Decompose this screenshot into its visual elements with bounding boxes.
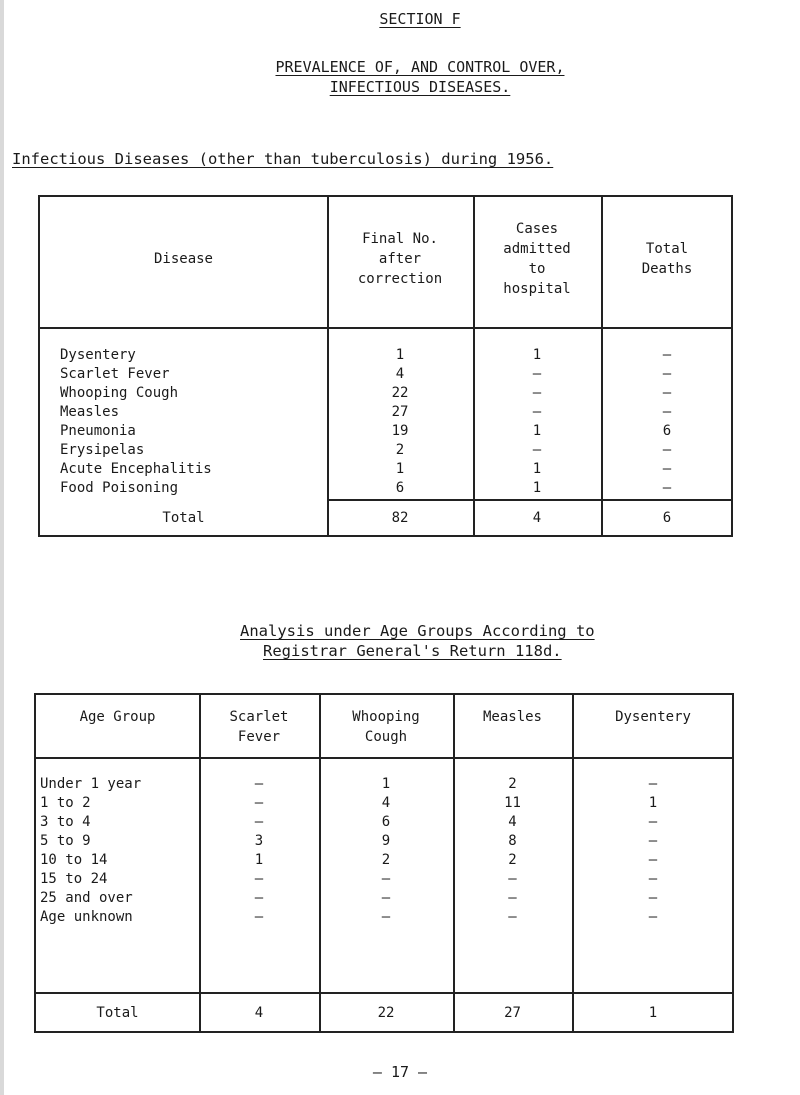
age-groups-table: Age Group Scarlet Fever Whooping Cough Measles Dysentery Under 1 year – 1 2 – 1 to 2 – 4 11 1 3 to 4 – 6 4 – 5 to 9 3 9 8 – 10 to 14 1 2 2 – 15 to 24 – – – – 25 and over – – – – Age unknown – – – – Total 4 22 27 1 xyxy=(34,693,734,1033)
header-dysentery: Dysentery xyxy=(615,709,691,725)
header-disease: Disease xyxy=(153,251,213,267)
heading-line1: PREVALENCE OF, AND CONTROL OVER, xyxy=(275,58,565,76)
section-title: SECTION F xyxy=(379,10,461,28)
heading-line2: INFECTIOUS DISEASES. xyxy=(329,78,511,96)
infectious-diseases-table: Disease Final No. after correction Cases admitted to hospital Total Deaths Dysentery 1 1 – Scarlet Fever 4 – – Whooping Cough 22 – – Measles 27 – – Pneumonia 19 1 6 Erysipelas 2 – – Acute Encephalitis 1 1 – Food Poisoning 6 1 – Total 82 4 6 xyxy=(38,195,733,537)
header-cases-admitted: Cases admitted to hospital xyxy=(503,221,571,297)
analysis-title-line2: Registrar General's Return 118d. xyxy=(263,642,562,660)
header-total-deaths: Total Deaths xyxy=(641,241,693,277)
analysis-title-line1: Analysis under Age Groups According to xyxy=(240,622,595,640)
header-measles: Measles xyxy=(482,709,542,725)
header-scarlet-fever: Scarlet Fever xyxy=(229,709,289,745)
header-whooping-cough: Whooping Cough xyxy=(352,709,420,745)
header-age-group: Age Group xyxy=(79,709,156,725)
page-number: – 17 – xyxy=(372,1063,428,1081)
table1-subtitle: Infectious Diseases (other than tuberculosis) during 1956. xyxy=(12,150,554,168)
header-final-no: Final No. after correction xyxy=(357,231,443,287)
page-edge xyxy=(0,0,4,1095)
